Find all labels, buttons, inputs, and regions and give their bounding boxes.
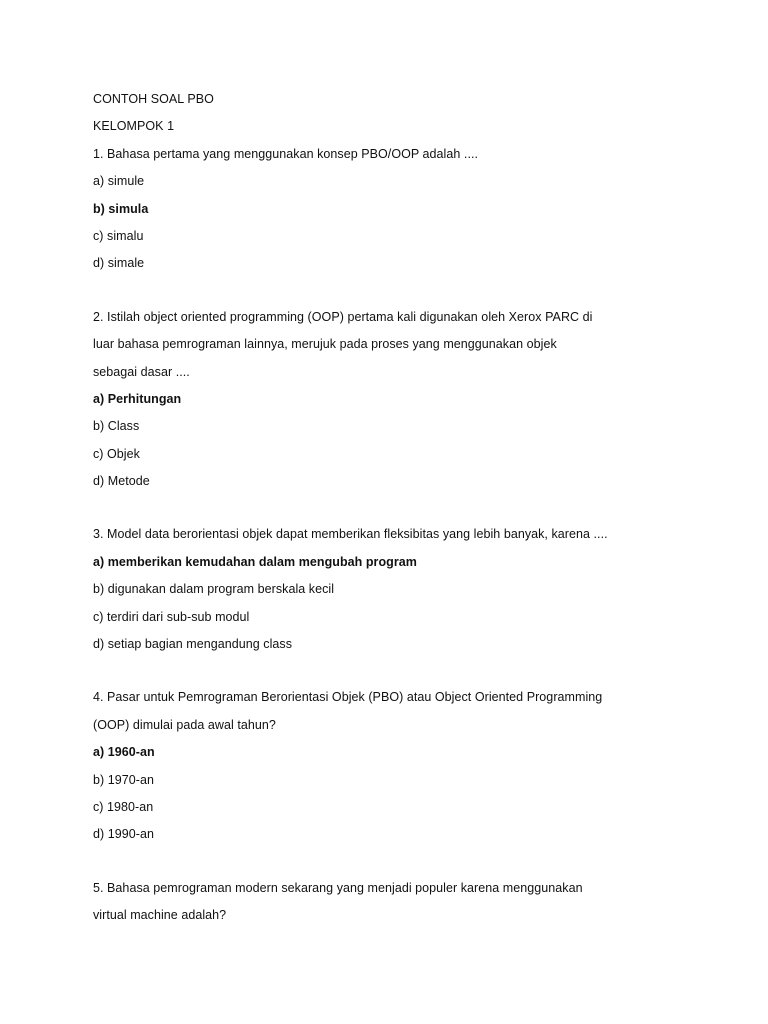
question-text: 2. Istilah object oriented programming (OOP) pertama kali digunakan oleh Xerox PARC di bbox=[93, 309, 593, 324]
option-c: c) simalu bbox=[93, 228, 144, 243]
option-b: b) digunakan dalam program berskala kecil bbox=[93, 582, 335, 597]
option-d: d) 1990-an bbox=[93, 827, 154, 842]
option-c: c) Objek bbox=[93, 446, 140, 461]
document-title: CONTOH SOAL PBO bbox=[93, 92, 214, 106]
option-b: b) Class bbox=[93, 419, 140, 434]
option-a: a) simule bbox=[93, 174, 145, 189]
question-text: luar bahasa pemrograman lainnya, merujuk pada proses yang menggunakan objek bbox=[93, 337, 557, 352]
option-c: c) terdiri dari sub-sub modul bbox=[93, 609, 250, 624]
question-text: 4. Pasar untuk Pemrograman Berorientasi Objek (PBO) atau Object Oriented Programming bbox=[93, 690, 603, 705]
option-a-answer: a) Perhitungan bbox=[93, 391, 182, 406]
question-text: 3. Model data berorientasi objek dapat memberikan fleksibitas yang lebih banyak, karena .... bbox=[93, 527, 608, 542]
question-2 bbox=[93, 304, 693, 496]
question-text: (OOP) dimulai pada awal tahun? bbox=[93, 717, 276, 732]
question-3 bbox=[93, 521, 693, 658]
option-c: c) 1980-an bbox=[93, 799, 154, 814]
question-5 bbox=[93, 875, 693, 930]
question-text: 1. Bahasa pertama yang menggunakan konsep PBO/OOP adalah .... bbox=[93, 146, 479, 161]
option-d: d) simale bbox=[93, 256, 145, 271]
question-1 bbox=[93, 141, 693, 278]
question-4 bbox=[93, 684, 693, 848]
option-d: d) Metode bbox=[93, 474, 150, 489]
option-a-answer: a) 1960-an bbox=[93, 745, 155, 760]
option-b: b) 1970-an bbox=[93, 772, 154, 787]
option-b-answer: b) simula bbox=[93, 201, 149, 216]
question-text: virtual machine adalah? bbox=[93, 908, 227, 923]
group-label: KELOMPOK 1 bbox=[93, 119, 175, 134]
document-page bbox=[93, 86, 693, 930]
question-text: 5. Bahasa pemrograman modern sekarang yang menjadi populer karena menggunakan bbox=[93, 880, 583, 895]
option-d: d) setiap bagian mengandung class bbox=[93, 637, 293, 652]
option-a-answer: a) memberikan kemudahan dalam mengubah program bbox=[93, 554, 417, 569]
question-text: sebagai dasar .... bbox=[93, 364, 190, 379]
